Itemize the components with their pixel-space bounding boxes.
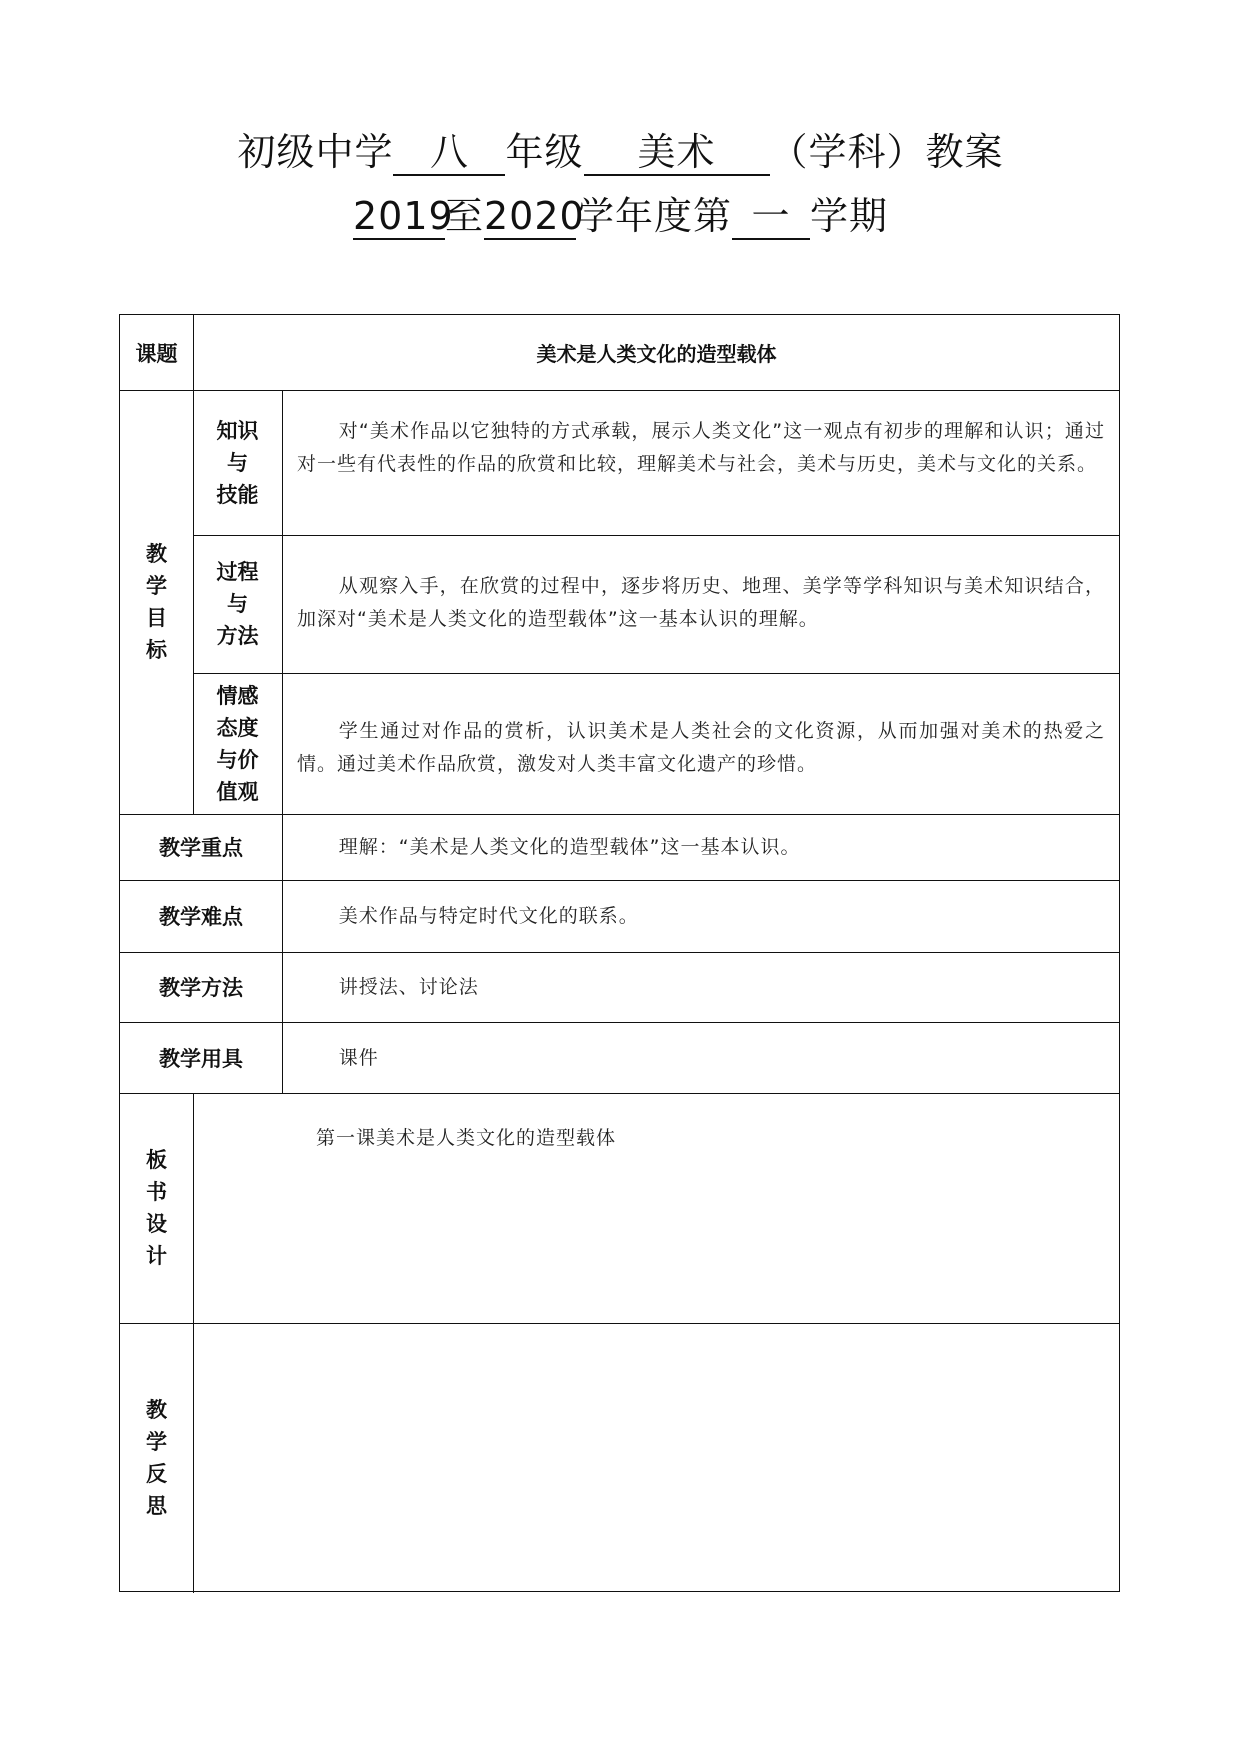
grade-suffix: 年级 [505, 130, 584, 174]
knowledge-label: 知识 与 技能 [216, 418, 259, 507]
lesson-plan-table [119, 314, 1120, 1592]
knowledge-text: 对“美术作品以它独特的方式承载，展示人类文化”这一观点有初步的理解和认识；通过对一些有代表性的作品的欣赏和比较，理解美术与社会，美术与历史，美术与文化的关系。 [297, 420, 1105, 475]
term-suffix: 学期 [810, 194, 889, 238]
process-label: 过程 与 方法 [216, 560, 259, 648]
title-suffix: （学科）教案 [769, 130, 1004, 174]
topic-label: 课题 [135, 341, 178, 366]
emotion-label: 情感 态度 与价 值观 [216, 683, 259, 804]
term-field: 一 [732, 194, 810, 240]
tools-label: 教学用具 [159, 1046, 243, 1071]
reflection-label: 教 学 反 思 [146, 1398, 167, 1518]
row-divider [120, 1323, 1120, 1324]
row-divider [120, 1093, 1120, 1094]
subject-field: 美术 [584, 130, 770, 176]
tools-text: 课件 [338, 1047, 379, 1069]
row-divider [193, 673, 1120, 674]
method-label: 教学方法 [159, 976, 243, 1000]
emotion-text: 学生通过对作品的赏析，认识美术是人类社会的文化资源，从而加强对美术的热爱之情。通过美术作品欣赏，激发对人类丰富文化遗产的珍惜。 [297, 720, 1105, 775]
objectives-label: 教 学 目 标 [146, 542, 167, 662]
term-prefix: 学年度第 [575, 194, 732, 238]
board-design-label: 板 书 设 计 [146, 1148, 167, 1268]
document-title-line-1 [0, 127, 1241, 177]
process-text: 从观察入手，在欣赏的过程中，逐步将历史、地理、美学等学科知识与美术知识结合，加深对“美术是人类文化的造型载体”这一基本认识的理解。 [297, 575, 1105, 630]
row-divider [193, 535, 1120, 536]
grade-field: 八 [393, 130, 505, 176]
col-divider [282, 390, 283, 814]
year-to: 至 [444, 194, 484, 238]
year-start-field: 2019 [352, 194, 454, 238]
document-title-line-2 [0, 191, 1241, 241]
key-point-label: 教学重点 [159, 836, 243, 860]
col-divider [193, 1093, 194, 1593]
key-point-text: 理解：“美术是人类文化的造型载体”这一基本认识。 [338, 836, 801, 858]
method-text: 讲授法、讨论法 [338, 976, 479, 998]
difficulty-label: 教学难点 [159, 905, 243, 929]
topic-value: 美术是人类文化的造型载体 [536, 342, 777, 366]
year-end-field: 2020 [483, 194, 585, 238]
title-prefix: 初级中学 [237, 130, 394, 174]
col-divider [282, 814, 283, 1093]
board-design-text: 第一课美术是人类文化的造型载体 [316, 1127, 617, 1149]
difficulty-text: 美术作品与特定时代文化的联系。 [338, 905, 639, 927]
